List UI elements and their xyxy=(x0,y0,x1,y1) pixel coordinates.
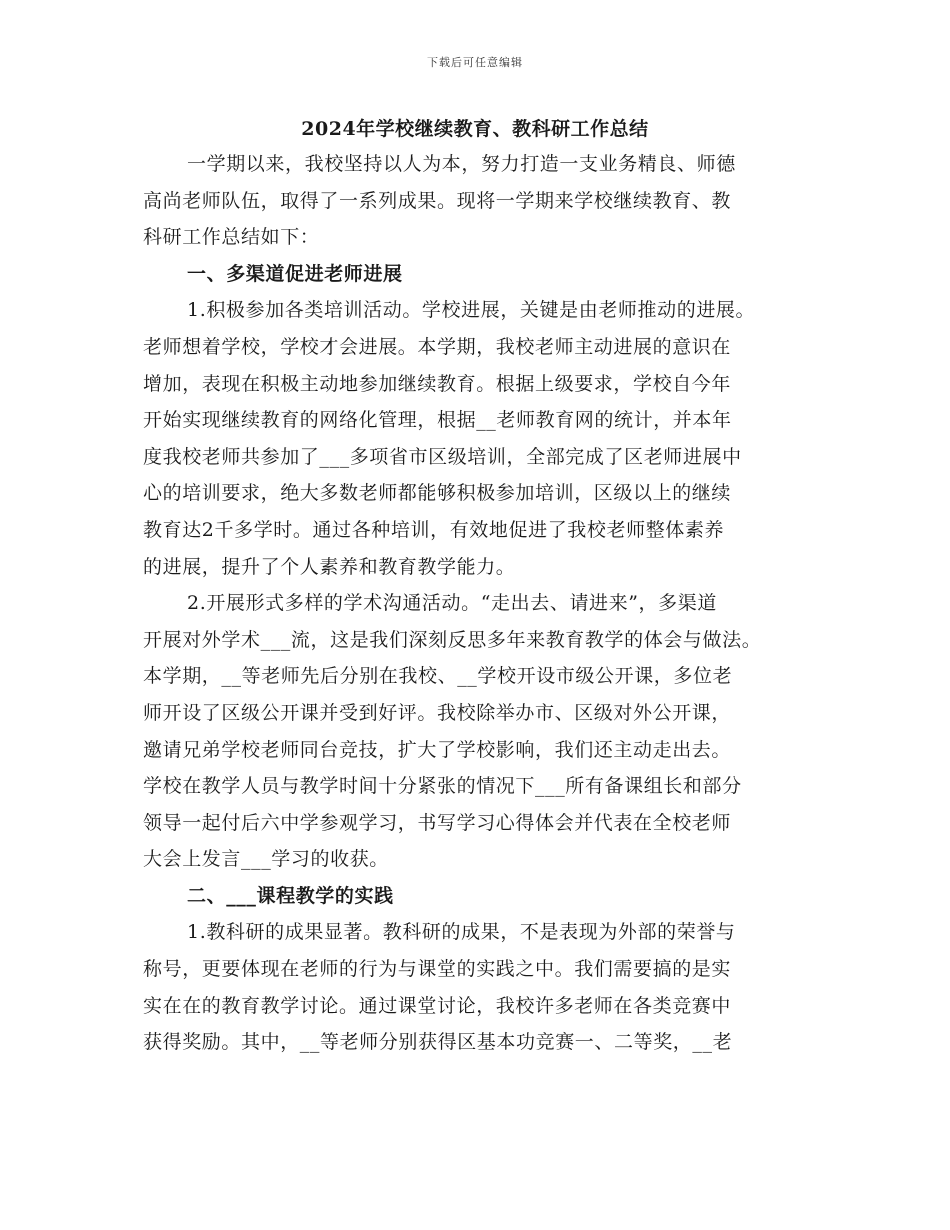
paragraph-line: 开始实现继续教育的网络化管理，根据__老师教育网的统计，并本年 xyxy=(143,409,732,432)
paragraph-line: 开展对外学术___流，这是我们深刻反思多年来教育教学的体会与做法。 xyxy=(143,628,762,651)
paragraph-line: 实在在的教育教学讨论。通过课堂讨论，我校许多老师在各类竞赛中 xyxy=(143,994,732,1017)
paragraph-line: 获得奖励。其中，__等老师分别获得区基本功竞赛一、二等奖，__老 xyxy=(143,1031,733,1054)
paragraph-line: 大会上发言___学习的收获。 xyxy=(143,848,389,871)
paragraph-line: 称号，更要体现在老师的行为与课堂的实践之中。我们需要搞的是实 xyxy=(143,958,732,981)
paragraph-line: 高尚老师队伍，取得了一系列成果。现将一学期来学校继续教育、教 xyxy=(143,189,732,212)
paragraph-line: 邀请兄弟学校老师同台竞技，扩大了学校影响，我们还主动走出去。 xyxy=(143,738,732,761)
document-body xyxy=(143,146,833,1061)
paragraph-line: 本学期，__等老师先后分别在我校、__学校开设市级公开课，多位老 xyxy=(143,665,733,688)
paragraph-line: 度我校老师共参加了___多项省市区级培训，全部完成了区老师进展中 xyxy=(143,445,742,468)
paragraph-line: 教育达2千多学时。通过各种培训，有效地促进了我校老师整体素养 xyxy=(143,518,725,541)
paragraph-line: 1.教科研的成果显著。教科研的成果，不是表现为外部的荣誉与 xyxy=(187,921,736,944)
paragraph-line: 增加，表现在积极主动地参加继续教育。根据上级要求，学校自今年 xyxy=(143,372,732,395)
paragraph-line: 一学期以来，我校坚持以人为本，努力打造一支业务精良、师德 xyxy=(187,153,736,175)
paragraph-line: 学校在教学人员与教学时间十分紧张的情况下___所有备课组长和部分 xyxy=(143,775,742,798)
section-heading: 二、___课程教学的实践 xyxy=(187,884,394,907)
paragraph-line: 2.开展形式多样的学术沟通活动。“走出去、请进来”，多渠道 xyxy=(187,592,717,615)
paragraph-line: 1.积极参加各类培训活动。学校进展，关键是由老师推动的进展。 xyxy=(187,299,756,322)
paragraph-line: 领导一起付后六中学参观学习，书写学习心得体会并代表在全校老师 xyxy=(143,811,732,834)
paragraph-line: 师开设了区级公开课并受到好评。我校除举办市、区级对外公开课， xyxy=(143,701,732,724)
paragraph-line: 的进展，提升了个人素养和教育教学能力。 xyxy=(143,555,516,578)
section-heading: 一、多渠道促进老师进展 xyxy=(187,262,403,285)
header-note: 下载后可任意编辑 xyxy=(427,56,523,69)
paragraph-line: 老师想着学校，学校才会进展。本学期，我校老师主动进展的意识在 xyxy=(143,335,732,358)
paragraph-line: 心的培训要求，绝大多数老师都能够积极参加培训，区级以上的继续 xyxy=(143,482,732,505)
document-title: 2024年学校继续教育、教科研工作总结 xyxy=(301,118,649,140)
paragraph-line: 科研工作总结如下： xyxy=(143,226,320,249)
